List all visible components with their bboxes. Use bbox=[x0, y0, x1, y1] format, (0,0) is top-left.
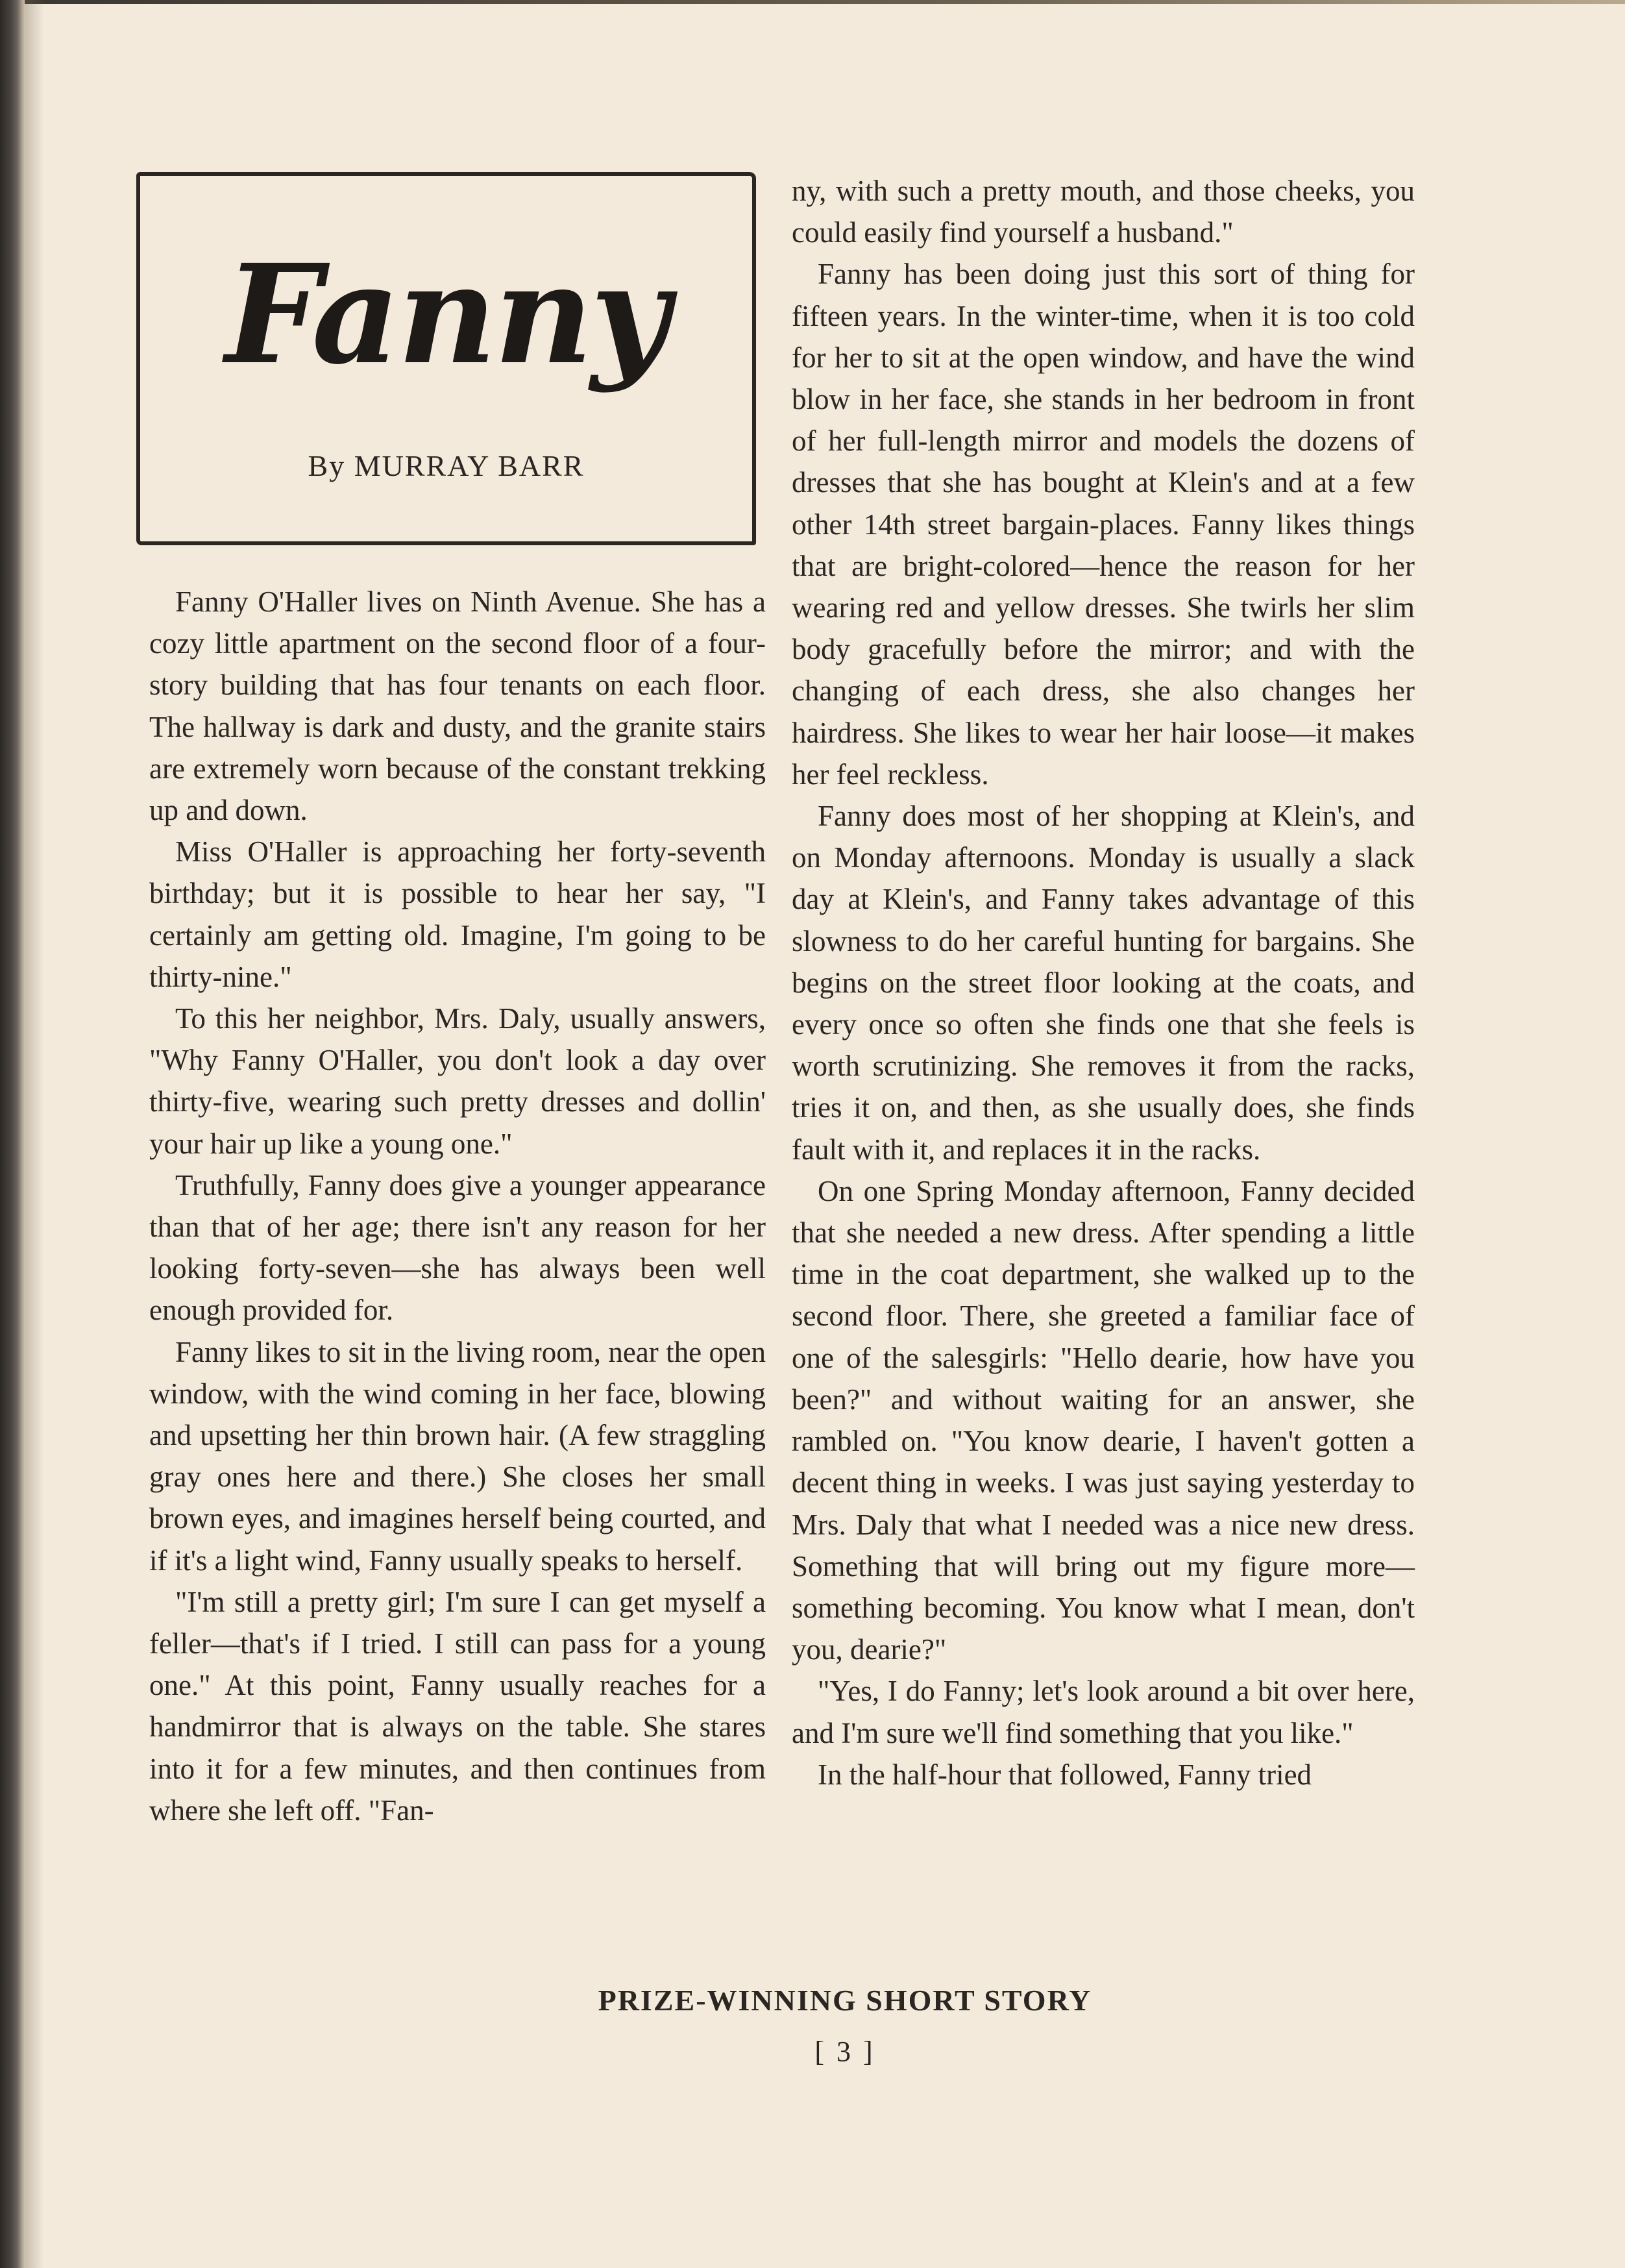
paragraph: On one Spring Monday afternoon, Fanny decided that she needed a new dress. After spending a little time in the coat department, she walked up to the second floor. There, she greeted a familiar face of one of the salesgirls: "Hello dearie, how have you been?" and without waiting for an answer, she rambled on. "You know dearie, I haven't gotten a decent thing in weeks. I was just saying yesterday to Mrs. Daly that what I needed was a nice new dress. Something that will bring out my figure more—something becoming. You know what I mean, don't you, dearie?" bbox=[792, 1174, 1415, 1666]
title-box bbox=[136, 172, 756, 545]
page-number: [ 3 ] bbox=[814, 2036, 875, 2067]
top-edge bbox=[0, 0, 1625, 4]
left-column bbox=[149, 581, 766, 1831]
book-spine bbox=[0, 0, 25, 2268]
paragraph: Miss O'Haller is approaching her forty-seventh birthday; but it is possible to hear her say, "I certainly am getting old. Imagine, I'm going to be thirty-nine." bbox=[149, 835, 766, 993]
byline: By MURRAY BARR bbox=[308, 449, 585, 482]
gutter-shadow bbox=[25, 0, 44, 2268]
paragraph: Fanny O'Haller lives on Ninth Avenue. She has a cozy little apartment on the second floor of a four-story building that has four tenants on each floor. The hallway is dark and dusty, and the granite stairs are extremely worn because of the constant trekking up and down. bbox=[149, 585, 766, 827]
paragraph: "Yes, I do Fanny; let's look around a bit over here, and I'm sure we'll find something that you like." bbox=[792, 1675, 1415, 1749]
paragraph: Fanny does most of her shopping at Klein's, and on Monday afternoons. Monday is usually a slack day at Klein's, and Fanny takes advantage of this slowness to do her careful hunting for bargains. She begins on the street floor looking at the coats, and every once so often she finds one that she feels is worth scrutinizing. She removes it from the racks, tries it on, and then, as she usually does, she finds fault with it, and replaces it in the racks. bbox=[792, 800, 1415, 1166]
paragraph: Fanny has been doing just this sort of thing for fifteen years. In the winter-time, when it is too cold for her to sit at the open window, and have the wind blow in her face, she stands in her bedroom in front of her full-length mirror and models the dozens of dresses that she has bought at Klein's and at a few other 14th street bargain-places. Fanny likes things that are bright-colored—hence the reason for her wearing red and yellow dresses. She twirls her slim body gracefully before the mirror; and with the changing of each dress, she also changes her hairdress. She likes to wear her hair loose—it makes her feel reckless. bbox=[792, 258, 1415, 791]
story-title: Fanny bbox=[225, 234, 668, 395]
paragraph: Truthfully, Fanny does give a younger appearance than that of her age; there isn't any reason for her looking forty-seven—she has always been well enough provided for. bbox=[149, 1168, 766, 1327]
right-column bbox=[792, 170, 1415, 1795]
paragraph: Fanny likes to sit in the living room, near the open window, with the wind coming in her face, blowing and upsetting her thin brown hair. (A few straggling gray ones here and there.) She closes her small brown eyes, and imagines herself being courted, and if it's a light wind, Fanny usually speaks to herself. bbox=[149, 1335, 766, 1577]
paragraph: To this her neighbor, Mrs. Daly, usually answers, "Why Fanny O'Haller, you don't look a day over thirty-five, wearing such pretty dresses and dollin' your hair up like a young one." bbox=[149, 1002, 766, 1160]
paragraph: In the half-hour that followed, Fanny tried bbox=[818, 1758, 1312, 1791]
paragraph: "I'm still a pretty girl; I'm sure I can get myself a feller—that's if I tried. I still can pass for a young one." At this point, Fanny usually reaches for a handmirror that is always on the table. She stares into it for a few minutes, and then continues from where she left off. "Fan- bbox=[149, 1585, 766, 1827]
section-label: PRIZE-WINNING SHORT STORY bbox=[598, 1984, 1092, 2017]
paragraph: ny, with such a pretty mouth, and those cheeks, you could easily find yourself a husband." bbox=[792, 175, 1415, 249]
